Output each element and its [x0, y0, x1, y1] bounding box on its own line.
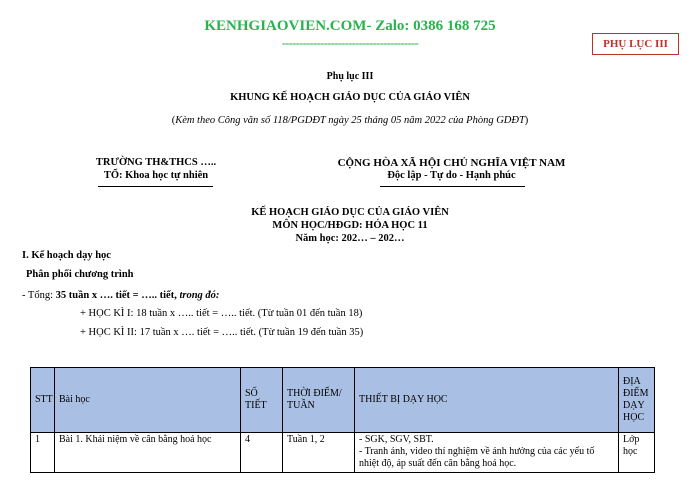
note-open: (: [171, 115, 176, 126]
semester-1-line: + HỌC KÌ I: 18 tuần x ….. tiết = ….. tiết. (Từ tuần 01 đến tuần 18): [80, 308, 363, 319]
header-location: ĐỊA ĐIỂM DẠY HỌC: [619, 368, 655, 433]
total-suffix: trong đó:: [179, 290, 220, 301]
teaching-plan-table: [30, 367, 655, 473]
plan-school-year: Năm học: 202… – 202…: [295, 233, 405, 244]
nation-heading: CỘNG HÒA XÃ HỘI CHỦ NGHĨA VIỆT NAM: [337, 157, 566, 169]
equipment-item: - Tranh ảnh, video thí nghiệm về ảnh hưởng của các yếu tố nhiệt độ, áp suất đến cân bằng hoá học.: [359, 446, 595, 469]
appendix-label: Phụ lục III: [326, 71, 374, 82]
appendix-badge: PHỤ LỤC III: [592, 33, 679, 55]
table-row: [31, 433, 655, 473]
header-periods: SỐ TIẾT: [241, 368, 283, 433]
cell-location: Lớp học: [619, 433, 655, 473]
section-heading: I. Kế hoạch dạy học: [22, 250, 111, 261]
header-stt: STT: [31, 368, 55, 433]
total-periods-line: [22, 290, 219, 301]
department-underline: [98, 186, 213, 187]
table-header-row: [31, 368, 655, 433]
site-brand-header: KENHGIAOVIEN.COM- Zalo: 0386 168 725: [204, 18, 496, 34]
motto-underline: [380, 186, 525, 187]
brand-dashed-rule: ---------------------------------------: [281, 36, 419, 50]
equipment-item: - SGK, SGV, SBT.: [359, 434, 434, 445]
header-week: THỜI ĐIỂM/ TUẦN: [283, 368, 355, 433]
subsection-heading: Phân phối chương trình: [26, 269, 134, 280]
nation-motto: Độc lập - Tự do - Hạnh phúc: [387, 170, 516, 181]
department-name: TỔ: Khoa học tự nhiên: [103, 170, 209, 181]
cell-stt: 1: [31, 433, 55, 473]
plan-title: KẾ HOẠCH GIÁO DỤC CỦA GIÁO VIÊN: [251, 207, 449, 218]
cell-lesson: Bài 1. Khái niệm về cân bằng hoá học: [55, 433, 241, 473]
framework-title: KHUNG KẾ HOẠCH GIÁO DỤC CỦA GIÁO VIÊN: [230, 92, 470, 103]
plan-subject: MÔN HỌC/HĐGD: HÓA HỌC 11: [272, 220, 428, 231]
school-name: TRƯỜNG TH&THCS …..: [95, 157, 217, 168]
cell-equipment: [355, 433, 619, 473]
cell-week: Tuần 1, 2: [283, 433, 355, 473]
note-text: Kèm theo Công văn số 118/PGDĐT ngày 25 tháng 05 năm 2022 của Phòng GDĐT: [175, 115, 525, 126]
total-prefix: - Tổng:: [22, 290, 56, 301]
framework-note: [0, 115, 700, 126]
total-formula: 35 tuần x …. tiết = ….. tiết,: [55, 290, 180, 301]
header-equipment: THIẾT BỊ DẠY HỌC: [355, 368, 619, 433]
header-lesson: Bài học: [55, 368, 241, 433]
semester-2-line: + HỌC KÌ II: 17 tuần x …. tiết = ….. tiết. (Từ tuần 19 đến tuần 35): [80, 327, 364, 338]
note-close: ): [524, 115, 529, 126]
cell-periods: 4: [241, 433, 283, 473]
